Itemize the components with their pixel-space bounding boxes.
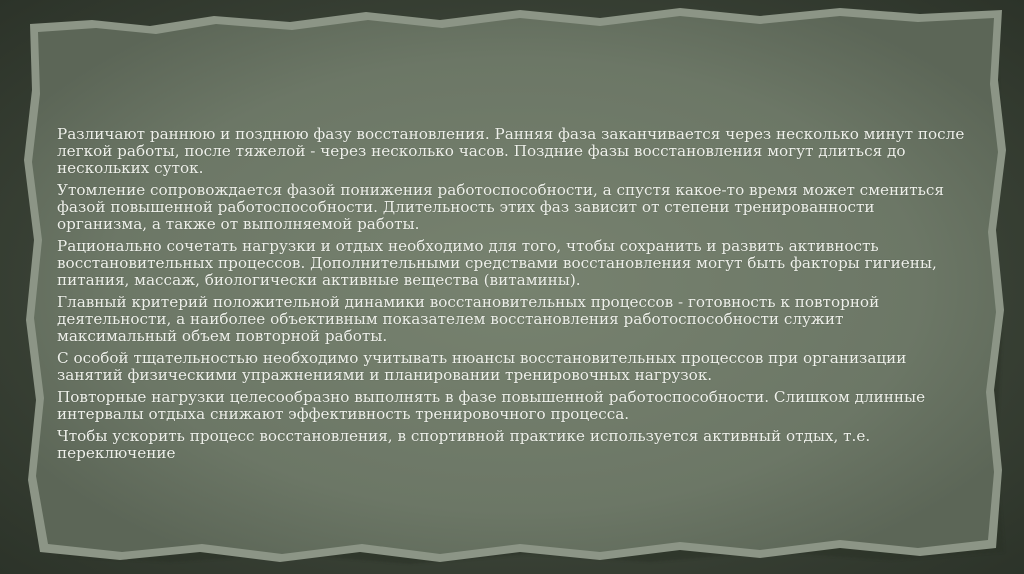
paragraph-3: Рационально сочетать нагрузки и отдых необходимо для того, чтобы сохранить и развить активность восстановительных процессов. Дополнительными средствами восстановления могут быть факторы гигиены, питания, массаж, биологически активные вещества (витамины). xyxy=(57,237,937,289)
paragraph-4: Главный критерий положительной динамики восстановительных процессов - готовность к повторной деятельности, а наиболее объективным показателем восстановления работоспособности служит максимальный объем повторной работы. xyxy=(57,293,880,345)
paragraph-6: Повторные нагрузки целесообразно выполнять в фазе повышенной работоспособности. Слишком длинные интервалы отдыха снижают эффективность тренировочного процесса. xyxy=(57,388,926,423)
paragraph-7: Чтобы ускорить процесс восстановления, в спортивной практике используется активный отдых, т.е. переключение xyxy=(57,427,871,462)
paragraph-1: Различают раннюю и позднюю фазу восстановления. Ранняя фаза заканчивается через несколько минут после легкой работы, после тяжелой - через несколько часов. Поздние фазы восстановления могут длиться до нескольких суток. xyxy=(57,125,965,177)
slide-text xyxy=(57,126,967,516)
paragraph-2: Утомление сопровождается фазой понижения работоспособности, а спустя какое-то время может смениться фазой повышенной работоспособности. Длительность этих фаз зависит от степени тренированности организма, а также от выполняемой работы. xyxy=(57,181,944,233)
paragraph-5: С особой тщательностью необходимо учитывать нюансы восстановительных процессов при организации занятий физическими упражнениями и планировании тренировочных нагрузок. xyxy=(57,349,907,384)
